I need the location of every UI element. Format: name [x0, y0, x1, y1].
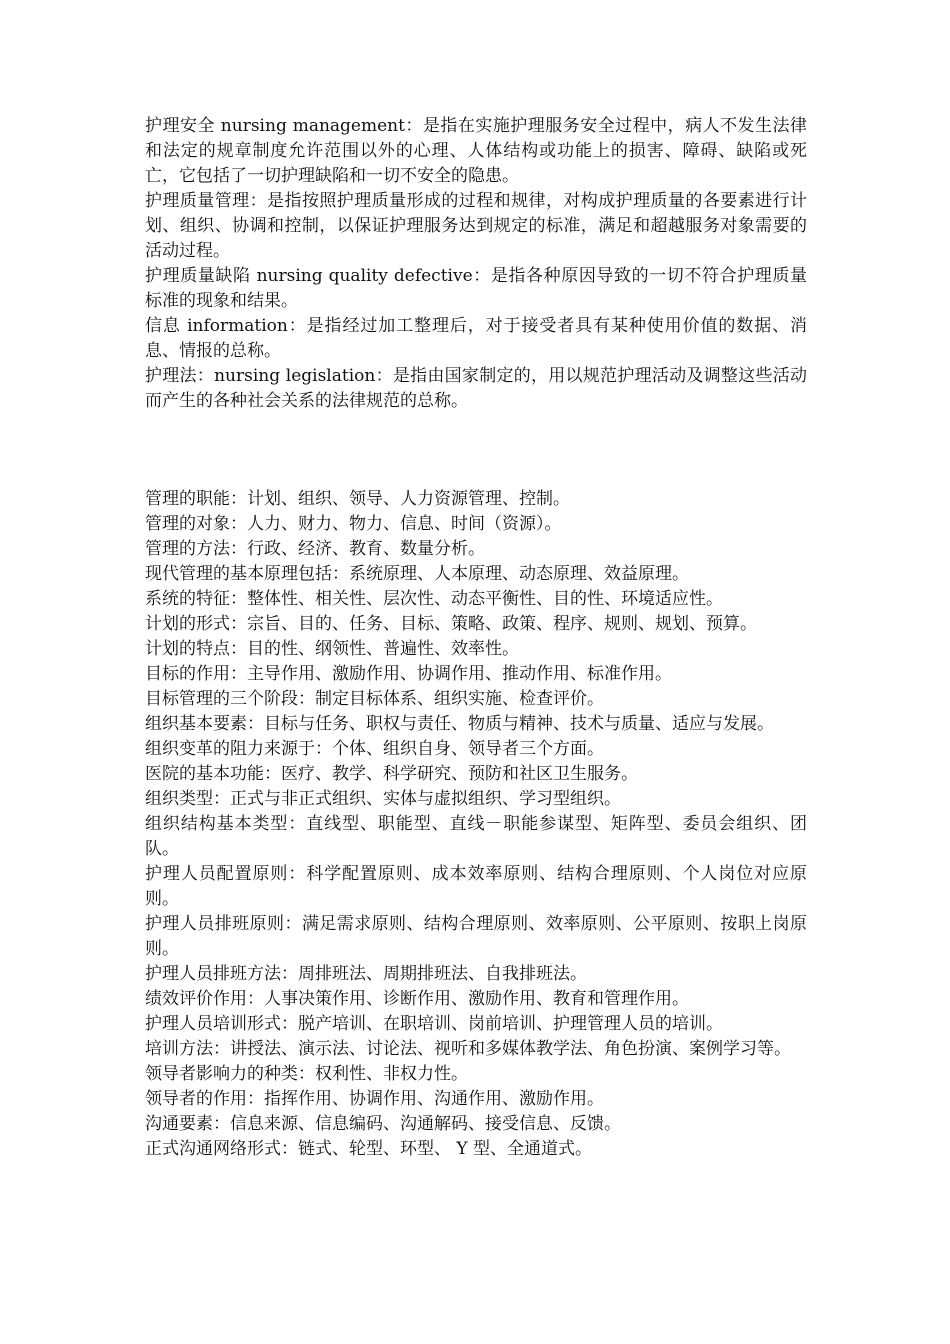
- definition-paragraph: 护理质量缺陷 nursing quality defective：是指各种原因导致的一切不符合护理质量标准的现象和结果。: [145, 266, 807, 311]
- key-point-line: 组织类型：正式与非正式组织、实体与虚拟组织、学习型组织。: [145, 789, 621, 809]
- key-point-line: 护理人员培训形式：脱产培训、在职培训、岗前培训、护理管理人员的培训。: [145, 1014, 723, 1034]
- key-point-line: 现代管理的基本原理包括：系统原理、人本原理、动态原理、效益原理。: [145, 564, 689, 584]
- key-point-line: 护理人员配置原则：科学配置原则、成本效率原则、结构合理原则、个人岗位对应原则。: [145, 864, 807, 909]
- key-point-line: 培训方法：讲授法、演示法、讨论法、视听和多媒体教学法、角色扮演、案例学习等。: [145, 1039, 791, 1059]
- definition-paragraph: 信息 information：是指经过加工整理后，对于接受者具有某种使用价值的数据、消息、情报的总称。: [145, 316, 807, 361]
- key-point-line: 领导者的作用：指挥作用、协调作用、沟通作用、激励作用。: [145, 1089, 604, 1109]
- key-points-section: [145, 487, 807, 1162]
- key-point-line: 正式沟通网络形式：链式、轮型、环型、 Y 型、全通道式。: [145, 1139, 593, 1159]
- key-point-line: 领导者影响力的种类：权利性、非权力性。: [145, 1064, 468, 1084]
- key-point-line: 管理的职能：计划、组织、领导、人力资源管理、控制。: [145, 489, 570, 509]
- key-point-line: 沟通要素：信息来源、信息编码、沟通解码、接受信息、反馈。: [145, 1114, 621, 1134]
- key-point-line: 计划的形式：宗旨、目的、任务、目标、策略、政策、程序、规则、规划、预算。: [145, 614, 757, 634]
- definitions-section: [145, 114, 807, 414]
- key-point-line: 管理的对象：人力、财力、物力、信息、时间（资源）。: [145, 514, 562, 534]
- key-point-line: 医院的基本功能：医疗、教学、科学研究、预防和社区卫生服务。: [145, 764, 638, 784]
- key-point-line: 组织变革的阻力来源于：个体、组织自身、领导者三个方面。: [145, 739, 604, 759]
- key-point-line: 护理人员排班原则：满足需求原则、结构合理原则、效率原则、公平原则、按职上岗原则。: [145, 914, 807, 959]
- definition-paragraph: 护理法：nursing legislation：是指由国家制定的，用以规范护理活动及调整这些活动而产生的各种社会关系的法律规范的总称。: [145, 366, 807, 411]
- key-point-line: 计划的特点：目的性、纲领性、普遍性、效率性。: [145, 639, 519, 659]
- key-point-line: 护理人员排班方法：周排班法、周期排班法、自我排班法。: [145, 964, 587, 984]
- key-point-line: 目标的作用：主导作用、激励作用、协调作用、推动作用、标准作用。: [145, 664, 672, 684]
- key-point-line: 目标管理的三个阶段：制定目标体系、组织实施、检查评价。: [145, 689, 604, 709]
- key-point-line: 绩效评价作用：人事决策作用、诊断作用、激励作用、教育和管理作用。: [145, 989, 689, 1009]
- key-point-line: 系统的特征：整体性、相关性、层次性、动态平衡性、目的性、环境适应性。: [145, 589, 723, 609]
- key-point-line: 组织结构基本类型：直线型、职能型、直线－职能参谋型、矩阵型、委员会组织、团队。: [145, 814, 807, 859]
- key-point-line: 管理的方法：行政、经济、教育、数量分析。: [145, 539, 485, 559]
- key-point-line: 组织基本要素：目标与任务、职权与责任、物质与精神、技术与质量、适应与发展。: [145, 714, 774, 734]
- definition-paragraph: 护理安全 nursing management：是指在实施护理服务安全过程中，病人不发生法律和法定的规章制度允许范围以外的心理、人体结构或功能上的损害、障碍、缺陷或死亡，它包括了一切护理缺陷和一切不安全的隐患。: [145, 116, 807, 186]
- definition-paragraph: 护理质量管理：是指按照护理质量形成的过程和规律，对构成护理质量的各要素进行计划、组织、协调和控制，以保证护理服务达到规定的标准，满足和超越服务对象需要的活动过程。: [145, 191, 807, 261]
